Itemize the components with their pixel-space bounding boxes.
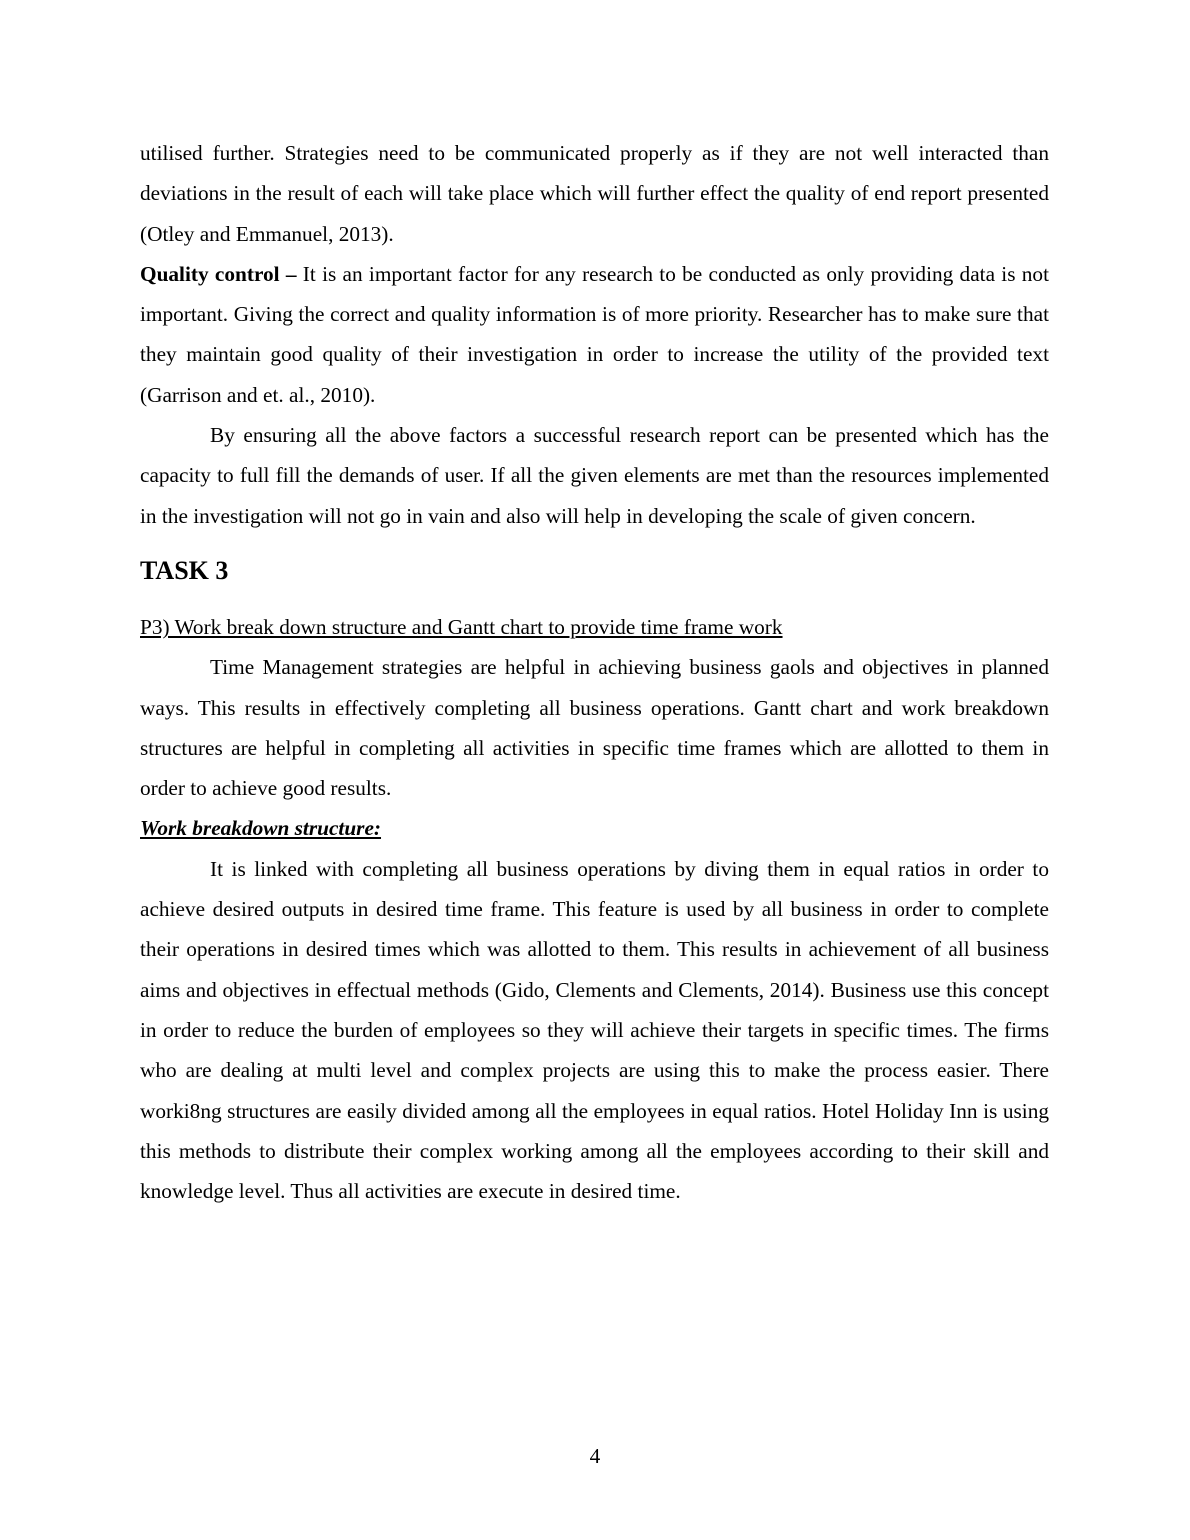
wbs-heading: Work breakdown structure:	[140, 816, 382, 841]
task-heading: TASK 3	[140, 555, 229, 585]
paragraph-quality-control	[140, 254, 1049, 415]
paragraph-wbs: It is linked with completing all business operations by diving them in equal ratios in order to achieve desired outputs in desired time frame. This feature is used by all business in order to complete their operations in desired times which was allotted to them. This results in achievement of all business aims and objectives in effectual methods (Gido, Clements and Clements, 2014). Business use this concept in order to reduce the burden of employees so they will achieve their targets in specific times. The firms who are dealing at multi level and complex projects are using this to make the process easier. There worki8ng structures are easily divided among all the employees in equal ratios. Hotel Holiday Inn is using this methods to distribute their complex working among all the employees according to their skill and knowledge level. Thus all activities are execute in desired time.	[140, 856, 1049, 1204]
quality-control-text: It is an important factor for any research to be conducted as only providing data is not important. Giving the correct and quality information is of more priority. Researcher has to make sure that they maintain good quality of their investigation in order to increase the utility of the provided text (Garrison and et. al., 2010).	[140, 261, 1049, 407]
paragraph-time-management: Time Management strategies are helpful in achieving business gaols and objectives in planned ways. This results in effectively completing all business operations. Gantt chart and work breakdown structures are helpful in completing all activities in specific time frames which are allotted to them in order to achieve good results.	[140, 655, 1049, 801]
paragraph-strategies: utilised further. Strategies need to be communicated properly as if they are not well interacted than deviations in the result of each will take place which will further effect the quality of end report presented (Otley and Emmanuel, 2013).	[140, 141, 1049, 246]
document-page	[140, 133, 1049, 1211]
paragraph-summary: By ensuring all the above factors a successful research report can be presented which has the capacity to full fill the demands of user. If all the given elements are met than the resources implemented in the investigation will not go in vain and also will help in developing the scale of given concern.	[140, 423, 1049, 528]
page-number: 4	[589, 1444, 601, 1468]
section-subheading: P3) Work break down structure and Gantt chart to provide time frame work	[140, 614, 783, 639]
quality-control-label: Quality control –	[140, 261, 297, 286]
